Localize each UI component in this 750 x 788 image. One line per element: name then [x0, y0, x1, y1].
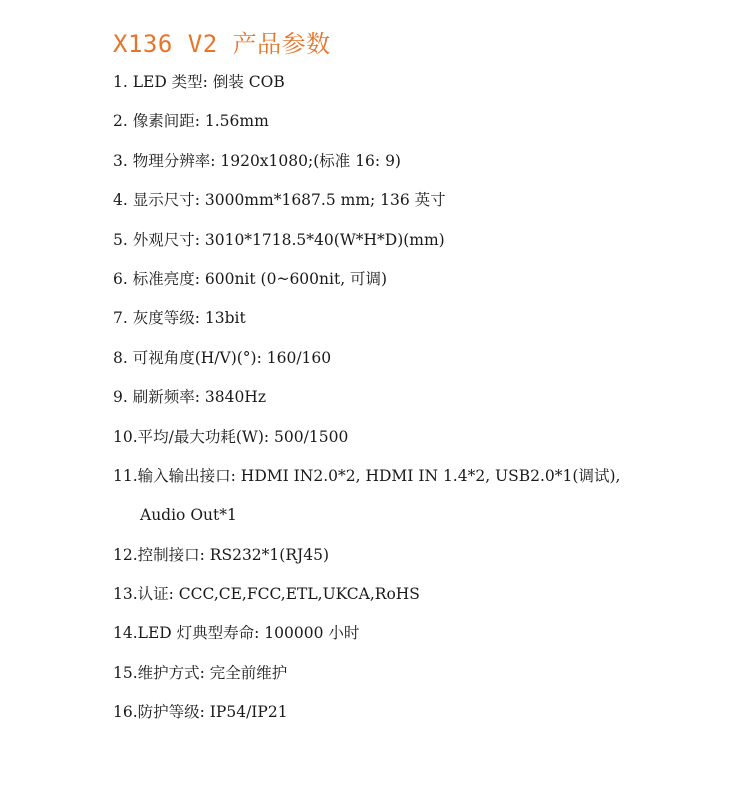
spec-brightness: 6. 标准亮度: 600nit (0~600nit, 可调) — [113, 269, 388, 288]
spec-resolution: 3. 物理分辨率: 1920x1080;(标准 16: 9) — [113, 151, 401, 170]
spec-grayscale: 7. 灰度等级: 13bit — [113, 309, 246, 328]
spec-pixel-pitch: 2. 像素间距: 1.56mm — [113, 112, 269, 131]
spec-dimensions: 5. 外观尺寸: 3010*1718.5*40(W*H*D)(mm) — [113, 230, 445, 249]
spec-control-port: 12.控制接口: RS232*1(RJ45) — [113, 545, 329, 564]
spec-certification: 13.认证: CCC,CE,FCC,ETL,UKCA,RoHS — [113, 585, 420, 604]
spec-protection: 16.防护等级: IP54/IP21 — [113, 703, 288, 722]
spec-maintenance: 15.维护方式: 完全前维护 — [113, 663, 288, 682]
spec-led-lifetime: 14.LED 灯典型寿命: 100000 小时 — [113, 624, 360, 643]
spec-viewing-angle: 8. 可视角度(H/V)(°): 160/160 — [113, 348, 332, 367]
page-title: X136 V2 产品参数 — [113, 30, 331, 58]
spec-list — [113, 70, 733, 740]
spec-io-ports: 11.输入输出接口: HDMI IN2.0*2, HDMI IN 1.4*2, USB2.0*1(调试), — [113, 466, 621, 485]
spec-power: 10.平均/最大功耗(W): 500/1500 — [113, 427, 349, 446]
spec-io-ports-continued: Audio Out*1 — [140, 506, 237, 525]
spec-display-size: 4. 显示尺寸: 3000mm*1687.5 mm; 136 英寸 — [113, 191, 446, 210]
spec-refresh-rate: 9. 刷新频率: 3840Hz — [113, 388, 266, 407]
spec-led-type: 1. LED 类型: 倒装 COB — [113, 73, 285, 91]
